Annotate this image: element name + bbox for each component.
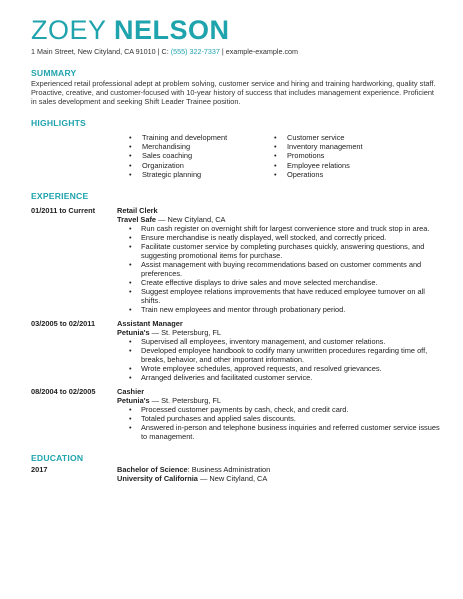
job-bullet: • Processed customer payments by cash, check, and credit card. bbox=[129, 405, 441, 414]
education-details bbox=[117, 465, 441, 483]
job-bullet: • Create effective displays to drive sales and move selected merchandise. bbox=[129, 278, 441, 287]
highlight-item: • Employee relations bbox=[274, 161, 363, 170]
company-location: St. Petersburg, FL bbox=[161, 396, 222, 406]
job-bullet: • Developed employee handbook to codify many unwritten procedures regarding time off, breaks, behavior, and other important information. bbox=[129, 346, 441, 364]
job-bullet: • Wrote employee schedules, approved requests, and resolved grievances. bbox=[129, 364, 441, 373]
highlight-item: • Organization bbox=[129, 161, 274, 170]
job-bullet: • Train new employees and mentor through probationary period. bbox=[129, 305, 441, 314]
dash-separator: — bbox=[149, 328, 162, 338]
job-employer bbox=[117, 215, 441, 224]
school-name: University of California bbox=[117, 474, 198, 484]
job-title: Cashier bbox=[117, 387, 145, 397]
company-name: Petunia's bbox=[117, 396, 150, 406]
highlight-item: • Operations bbox=[274, 170, 363, 179]
school-location: New Cityland, CA bbox=[209, 474, 268, 484]
job-dates: 01/2011 to Current bbox=[31, 206, 96, 216]
resume bbox=[31, 14, 441, 483]
highlight-item: • Sales coaching bbox=[129, 151, 274, 160]
highlight-item: • Training and development bbox=[129, 133, 274, 142]
phone: (555) 322-7337 bbox=[170, 47, 220, 56]
first-name: ZOEY bbox=[31, 15, 107, 45]
job-employer bbox=[117, 328, 441, 337]
job-bullet: • Suggest employee relations improvements that have reduced employee turnover on all shifts. bbox=[129, 287, 441, 305]
company-location: New Cityland, CA bbox=[167, 215, 226, 225]
job-bullet: • Assist management with buying recommendations based on customer comments and preferences. bbox=[129, 260, 441, 278]
experience-heading: EXPERIENCE bbox=[31, 191, 89, 202]
job-dates: 03/2005 to 02/2011 bbox=[31, 319, 96, 329]
highlight-item: • Promotions bbox=[274, 151, 363, 160]
job-dates: 08/2004 to 02/2005 bbox=[31, 387, 96, 397]
field-of-study: : Business Administration bbox=[187, 465, 271, 475]
highlight-item: • Strategic planning bbox=[129, 170, 274, 179]
job-entry bbox=[31, 206, 441, 314]
job-bullet: • Totaled purchases and applied sales discounts. bbox=[129, 414, 441, 423]
job-bullet: • Supervised all employees, inventory management, and customer relations. bbox=[129, 337, 441, 346]
education-entry bbox=[31, 465, 441, 483]
highlight-item: • Merchandising bbox=[129, 142, 274, 151]
job-entry bbox=[31, 319, 441, 382]
job-title: Assistant Manager bbox=[117, 319, 183, 329]
address: 1 Main Street, New Cityland, CA 91010 bbox=[31, 47, 156, 56]
contact-separator: | C: bbox=[155, 47, 171, 56]
job-bullet: • Arranged deliveries and facilitated customer service. bbox=[129, 373, 441, 382]
school-line bbox=[117, 474, 441, 483]
highlights-right-column bbox=[274, 133, 363, 179]
highlights-left-column bbox=[129, 133, 274, 179]
contact-separator-2: | bbox=[219, 47, 226, 56]
job-title: Retail Clerk bbox=[117, 206, 158, 216]
job-details bbox=[117, 387, 441, 441]
education-year: 2017 bbox=[31, 465, 48, 475]
company-location: St. Petersburg, FL bbox=[161, 328, 222, 338]
education-heading: EDUCATION bbox=[31, 453, 84, 464]
last-name: NELSON bbox=[114, 15, 230, 45]
job-bullets bbox=[117, 337, 441, 382]
company-name: Petunia's bbox=[117, 328, 150, 338]
highlights-list bbox=[129, 133, 441, 179]
dash-separator: — bbox=[149, 396, 162, 406]
job-bullets bbox=[117, 224, 441, 314]
highlight-item: • Customer service bbox=[274, 133, 363, 142]
highlight-item: • Inventory management bbox=[274, 142, 363, 151]
contact-line bbox=[31, 47, 441, 56]
job-details bbox=[117, 319, 441, 382]
job-bullet: • Answered in-person and telephone business inquiries and referred customer service issues to management. bbox=[129, 423, 441, 441]
job-bullet: • Run cash register on overnight shift for largest convenience store and truck stop in area. bbox=[129, 224, 441, 233]
candidate-name bbox=[31, 14, 441, 46]
degree-line bbox=[117, 465, 441, 474]
dash-separator: — bbox=[197, 474, 210, 484]
summary-text: Experienced retail professional adept at problem solving, customer service and hiring and training hardworking, quality staff. Proactive, creative, and customer-focused with 10-year history of success that includes management experience. Proficient in sales development and seeking Shift Leader Trainee position. bbox=[31, 79, 436, 106]
job-employer bbox=[117, 396, 441, 405]
dash-separator: — bbox=[156, 215, 168, 225]
company-name: Travel Safe bbox=[117, 215, 157, 225]
summary-heading: SUMMARY bbox=[31, 68, 77, 78]
degree: Bachelor of Science bbox=[117, 465, 188, 475]
job-bullet: • Ensure merchandise is neatly displayed, well stocked, and correctly priced. bbox=[129, 233, 441, 242]
email: example-example.com bbox=[225, 47, 299, 56]
highlights-heading: HIGHLIGHTS bbox=[31, 118, 86, 128]
job-details bbox=[117, 206, 441, 314]
job-bullet: • Facilitate customer service by completing purchases quickly, answering questions, and suggesting promotional items for purchase. bbox=[129, 242, 441, 260]
job-bullets bbox=[117, 405, 441, 441]
job-entry bbox=[31, 387, 441, 441]
